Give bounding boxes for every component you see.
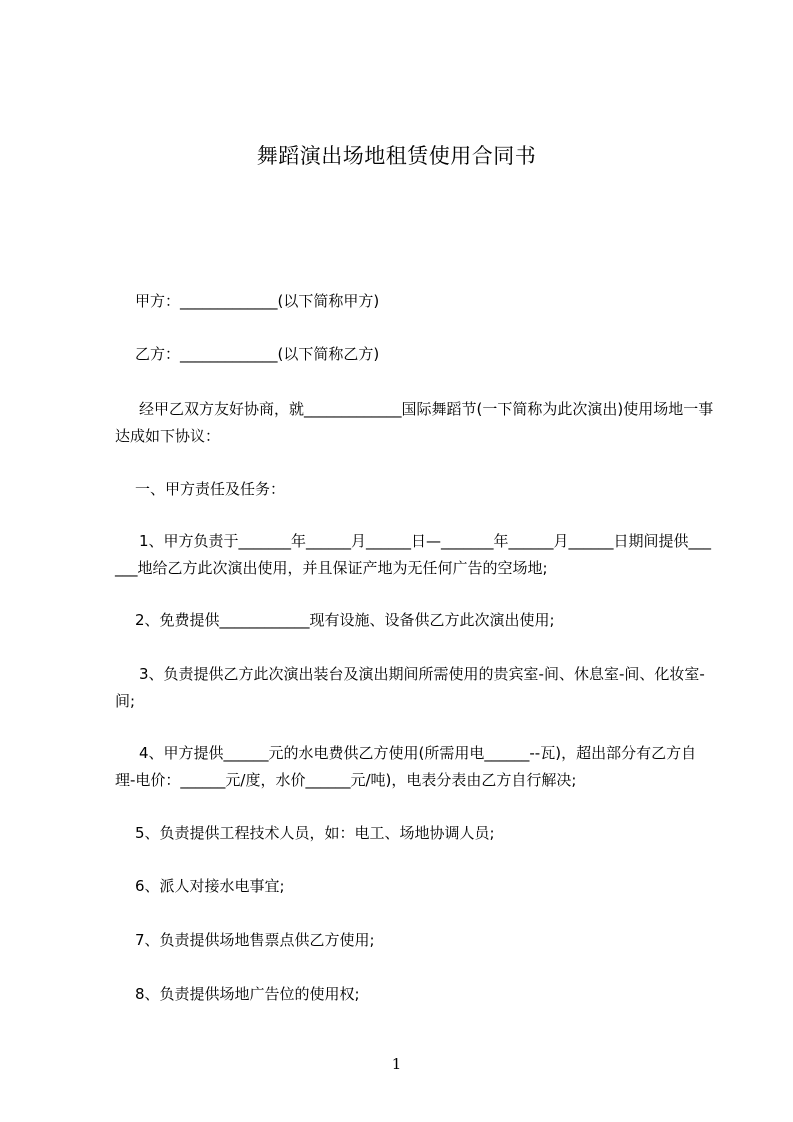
page-number: 1 [391, 1055, 402, 1073]
clause-3: 3、负责提供乙方此次演出装台及演出期间所需使用的贵宾室-间、休息室-间、化妆室-间; [115, 665, 705, 710]
clause-7: 7、负责提供场地售票点供乙方使用; [135, 931, 375, 949]
clause-6: 6、派人对接水电事宜; [135, 877, 285, 895]
section-heading-party-a: 一、甲方责任及任务： [135, 480, 286, 498]
document-title: 舞蹈演出场地租赁使用合同书 [256, 144, 537, 168]
clause-5: 5、负责提供工程技术人员，如：电工、场地协调人员; [135, 824, 495, 842]
clause-1: 1、甲方负责于_______年______月______日—_______年______月______日期间提供______地给乙方此次演出使用，并且保证产地为无任何广告的空场地; [115, 532, 712, 577]
party-b-line: 乙方：_____________(以下简称乙方) [135, 345, 380, 363]
clause-4: 4、甲方提供______元的水电费供乙方使用(所需用电______--瓦)，超出部分有乙方自理-电价：______元/度，水价______元/吨)，电表分表由乙方自行解决; [115, 744, 697, 789]
preamble-paragraph: 经甲乙双方友好协商，就_____________国际舞蹈节(一下简称为此次演出)使用场地一事达成如下协议： [115, 400, 714, 445]
clause-2: 2、免费提供____________现有设施、设备供乙方此次演出使用; [135, 611, 555, 629]
clause-8: 8、负责提供场地广告位的使用权; [135, 985, 360, 1003]
party-a-line: 甲方：_____________(以下简称甲方) [135, 292, 380, 310]
